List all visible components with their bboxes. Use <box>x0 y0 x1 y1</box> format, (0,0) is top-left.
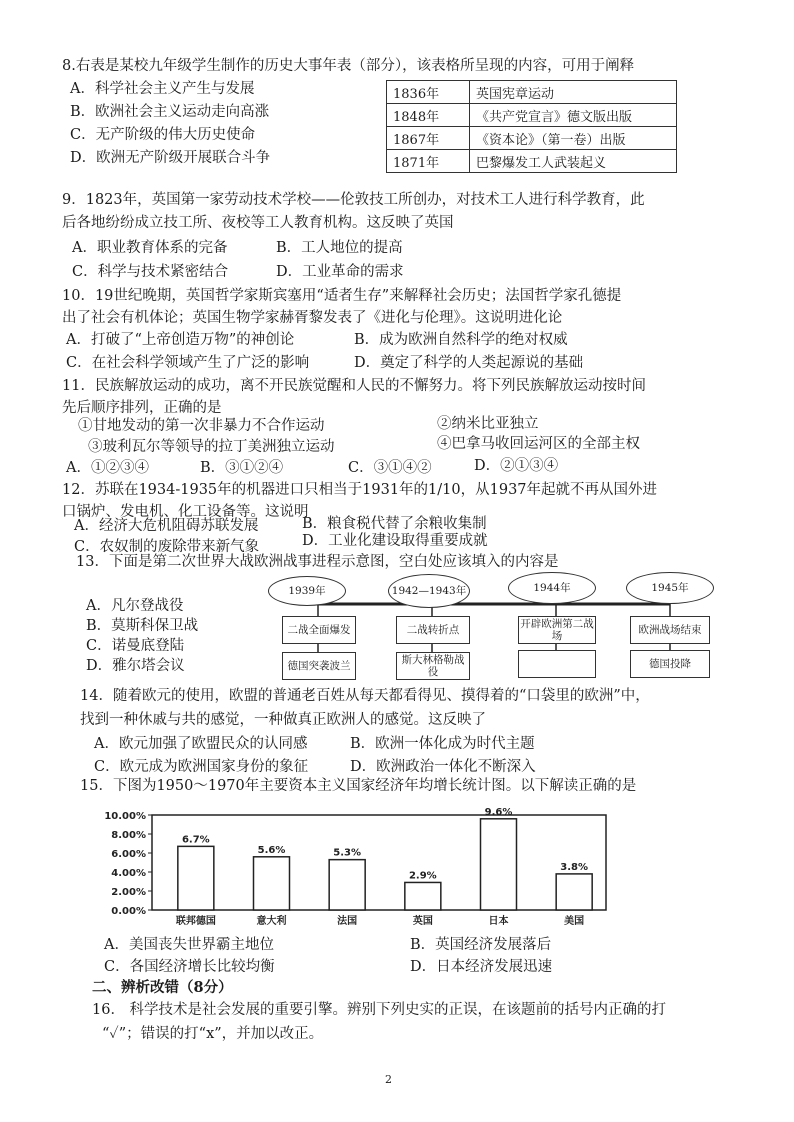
q11-option-c: C．③①④② <box>348 460 432 476</box>
event-box-upper: 二战转折点 <box>396 616 470 644</box>
bar <box>329 860 365 910</box>
q14-line1: 14．随着欧元的使用，欧盟的普通老百姓从每天都看得见、摸得着的“口袋里的欧洲”中， <box>80 688 650 704</box>
q10-line1: 10．19世纪晚期，英国哲学家斯宾塞用“适者生存”来解释社会历史；法国哲学家孔德提 <box>62 288 622 304</box>
y-tick-label: 2.00% <box>111 887 146 898</box>
category-label: 美国 <box>564 916 585 927</box>
q12-line2: 口锅炉、发电机、化工设备等。这说明 <box>62 504 309 520</box>
q11-option-b: B．③①②④ <box>200 460 284 476</box>
q15-option-b: B．英国经济发展落后 <box>410 937 552 953</box>
q12-option-b: B．粮食税代替了余粮收集制 <box>302 516 487 532</box>
q14-option-c: C．欧元成为欧洲国家身份的象征 <box>94 759 309 775</box>
q10-option-a: A．打破了“上帝创造万物”的神创论 <box>66 332 295 348</box>
y-tick-label: 10.00% <box>104 811 146 822</box>
q14-line2: 找到一种休戚与共的感觉，一种做真正欧洲人的感觉。这反映了 <box>80 712 486 728</box>
bar-value-label: 6.7% <box>181 834 210 846</box>
section-heading: 二、辨析改错（8分） <box>92 979 233 996</box>
event-box-lower: 斯大林格勒战役 <box>396 652 470 680</box>
q10-option-b: B．成为欧洲自然科学的绝对权威 <box>354 332 568 348</box>
bar-value-label: 3.8% <box>560 861 589 873</box>
chart-frame <box>152 815 606 910</box>
q13-option-d: D．雅尔塔会议 <box>86 658 185 674</box>
bar-value-label: 9.6% <box>484 806 513 818</box>
bar <box>556 874 592 910</box>
q13-stem: 13．下面是第二次世界大战欧洲战事进程示意图，空白处应该填入的内容是 <box>76 554 559 570</box>
category-label: 联邦德国 <box>175 916 216 927</box>
q11-line1: 11．民族解放运动的成功，离不开民族觉醒和人民的不懈努力。将下列民族解放运动按时间 <box>62 378 646 394</box>
q10-option-d: D．奠定了科学的人类起源说的基础 <box>354 355 584 371</box>
event-cell: 英国宪章运动 <box>470 81 677 104</box>
year-cell: 1836年 <box>387 81 470 104</box>
year-cell: 1871年 <box>387 150 470 173</box>
q12-option-c: C．农奴制的废除带来新气象 <box>74 539 260 555</box>
q10-line2: 出了社会有机体论；英国生物学家赫胥黎发表了《进化与伦理》。这说明进化论 <box>62 310 563 326</box>
event-cell: 《共产党宣言》德文版出版 <box>470 104 677 127</box>
q8-option-b: B．欧洲社会主义运动走向高涨 <box>70 104 270 120</box>
q15-stem: 15．下图为1950～1970年主要资本主义国家经济年均增长统计图。以下解读正确的是 <box>80 778 637 794</box>
q11-item-3: ③玻利瓦尔等领导的拉丁美洲独立运动 <box>88 439 335 455</box>
category-label: 英国 <box>412 916 433 927</box>
event-box-lower: 德国投降 <box>630 650 710 678</box>
y-tick-label: 6.00% <box>111 849 146 860</box>
q11-option-a: A．①②③④ <box>66 460 149 476</box>
q11-item-2: ②纳米比亚独立 <box>437 416 539 432</box>
q8-option-a: A．科学社会主义产生与发展 <box>70 81 255 97</box>
category-label: 法国 <box>337 916 358 927</box>
q14-option-b: B．欧洲一体化成为时代主题 <box>350 736 535 752</box>
year-oval-1945: 1945年 <box>626 572 714 604</box>
bar <box>178 846 214 910</box>
q13-option-c: C．诺曼底登陆 <box>86 638 185 654</box>
q9-option-a: A．职业教育体系的完备 <box>72 240 228 256</box>
bar-value-label: 2.9% <box>408 870 437 882</box>
category-label: 意大利 <box>256 916 287 927</box>
event-box-lower: 德国突袭波兰 <box>282 652 356 680</box>
q9-option-b: B．工人地位的提高 <box>276 240 403 256</box>
q15-option-d: D．日本经济发展迅速 <box>410 959 553 975</box>
year-cell: 1867年 <box>387 127 470 150</box>
q11-item-1: ①甘地发动的第一次非暴力不合作运动 <box>78 418 325 434</box>
q8-stem: 8.右表是某校九年级学生制作的历史大事年表（部分），该表格所呈现的内容，可用于阐释 <box>62 58 635 74</box>
bar-value-label: 5.3% <box>333 847 362 859</box>
q9-option-d: D．工业革命的需求 <box>276 264 404 280</box>
event-box-upper: 二战全面爆发 <box>282 616 356 644</box>
q9-option-c: C．科学与技术紧密结合 <box>72 264 229 280</box>
year-oval-1944: 1944年 <box>508 572 596 604</box>
q13-option-a: A．凡尔登战役 <box>86 598 184 614</box>
y-tick-label: 8.00% <box>111 830 146 841</box>
q15-option-a: A．美国丧失世界霸主地位 <box>104 937 274 953</box>
q12-option-a: A．经济大危机阻碍苏联发展 <box>74 518 259 534</box>
q13-option-b: B．莫斯科保卫战 <box>86 618 199 634</box>
year-oval-1939: 1939年 <box>268 576 346 606</box>
q9-line2: 后各地纷纷成立技工所、夜校等工人教育机构。这反映了英国 <box>62 215 454 231</box>
year-cell: 1848年 <box>387 104 470 127</box>
q10-option-c: C．在社会科学领域产生了广泛的影响 <box>66 355 310 371</box>
q12-line1: 12．苏联在1934-1935年的机器进口只相当于1931年的1/10，从1937年起就不再从国外进 <box>62 482 658 498</box>
q8-option-c: C．无产阶级的伟大历史使命 <box>70 127 256 143</box>
bar <box>254 857 290 910</box>
bar <box>405 882 441 910</box>
q16-line1: 16． 科学技术是社会发展的重要引擎。辨别下列史实的正误，在该题前的括号内正确的打 <box>92 1002 667 1018</box>
q14-option-a: A．欧元加强了欧盟民众的认同感 <box>94 736 308 752</box>
y-tick-label: 4.00% <box>111 868 146 879</box>
q15-option-c: C．各国经济增长比较均衡 <box>104 959 275 975</box>
year-oval-1942-1943: 1942—1943年 <box>388 574 470 608</box>
page-number: 2 <box>385 1073 392 1086</box>
q12-option-d: D．工业化建设取得重要成就 <box>302 533 488 549</box>
event-cell: 巴黎爆发工人武装起义 <box>470 150 677 173</box>
event-box-upper: 欧洲战场结束 <box>630 616 710 644</box>
bar-value-label: 5.6% <box>257 844 286 856</box>
event-cell: 《资本论》（第一卷）出版 <box>470 127 677 150</box>
event-box-upper: 开辟欧洲第二战场 <box>518 616 596 644</box>
category-label: 日本 <box>488 916 509 927</box>
q11-option-d: D．②①③④ <box>474 458 559 474</box>
y-tick-label: 0.00% <box>111 906 146 917</box>
q16-line2: “✓”；错误的打“x”，并加以改正。 <box>102 1026 324 1042</box>
q8-option-d: D．欧洲无产阶级开展联合斗争 <box>70 150 271 166</box>
bar <box>481 819 517 910</box>
q14-option-d: D．欧洲政治一体化不断深入 <box>350 759 536 775</box>
q9-line1: 9．1823年，英国第一家劳动技术学校——伦敦技工所创办，对技术工人进行科学教育，此 <box>62 192 645 208</box>
q11-item-4: ④巴拿马收回运河区的全部主权 <box>437 436 640 452</box>
q11-line2: 先后顺序排列，正确的是 <box>62 400 222 416</box>
